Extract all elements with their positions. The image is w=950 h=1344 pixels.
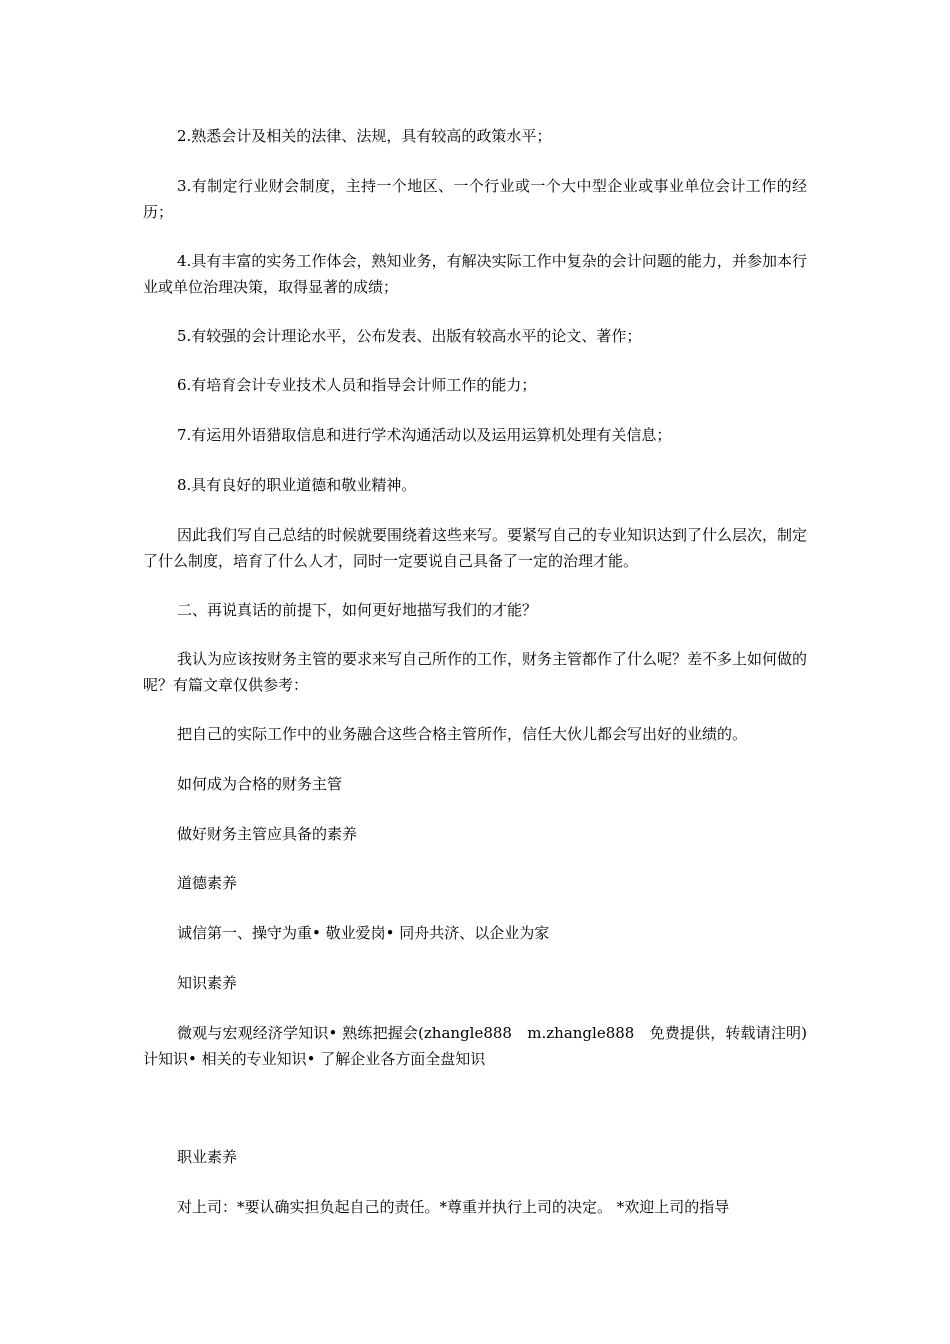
- paragraph-moral-quality: 诚信第一、操守为重• 敬业爱岗• 同舟共济、以企业为家: [177, 924, 550, 942]
- heading-professional-quality: 职业素养: [177, 1148, 238, 1166]
- paragraph-requirement-7: 7.有运用外语猎取信息和进行学术沟通活动以及运用运算机处理有关信息；: [177, 426, 672, 444]
- paragraph-summary: 因此我们写自己总结的时候就要围绕着这些来写。要紧写自己的专业知识达到了什么层次，制定了什么制度，培育了什么人才，同时一定要说自己具备了一定的治理才能。: [143, 526, 808, 570]
- heading-knowledge-quality: 知识素养: [177, 974, 238, 992]
- paragraph-to-superior: 对上司：*要认确实担负起自己的责任。*尊重并执行上司的决定。 *欢迎上司的指导: [177, 1198, 730, 1216]
- paragraph-requirement-8: 8.具有良好的职业道德和敬业精神。: [177, 476, 417, 494]
- paragraph-knowledge-quality: 微观与宏观经济学知识• 熟练把握会(zhangle888 m.zhangle888 免费提供，转载请注明)计知识• 相关的专业知识• 了解企业各方面全盘知识: [143, 1024, 807, 1068]
- heading-qualified-manager: 如何成为合格的财务主管: [177, 775, 343, 793]
- paragraph-opinion: 我认为应该按财务主管的要求来写自己所作的工作，财务主管都作了什么呢？差不多上如何做的呢？有篇文章仅供参考：: [143, 650, 808, 694]
- paragraph-requirement-5: 5.有较强的会计理论水平，公布发表、出版有较高水平的论文、著作；: [177, 327, 642, 345]
- section-heading-2: 二、再说真话的前提下，如何更好地描写我们的才能？: [177, 601, 538, 619]
- heading-qualities: 做好财务主管应具备的素养: [177, 825, 358, 843]
- paragraph-requirement-3: 3.有制定行业财会制度，主持一个地区、一个行业或一个大中型企业或事业单位会计工作的经历；: [143, 177, 807, 221]
- paragraph-advice: 把自己的实际工作中的业务融合这些合格主管所作，信任大伙儿都会写出好的业绩的。: [177, 725, 748, 743]
- paragraph-requirement-4: 4.具有丰富的实务工作体会，熟知业务，有解决实际工作中复杂的会计问题的能力，并参加本行业或单位治理决策，取得显著的成绩；: [143, 252, 807, 296]
- heading-moral-quality: 道德素养: [177, 874, 238, 892]
- paragraph-requirement-2: 2.熟悉会计及相关的法律、法规，具有较高的政策水平；: [177, 127, 552, 145]
- paragraph-requirement-6: 6.有培育会计专业技术人员和指导会计师工作的能力；: [177, 376, 537, 394]
